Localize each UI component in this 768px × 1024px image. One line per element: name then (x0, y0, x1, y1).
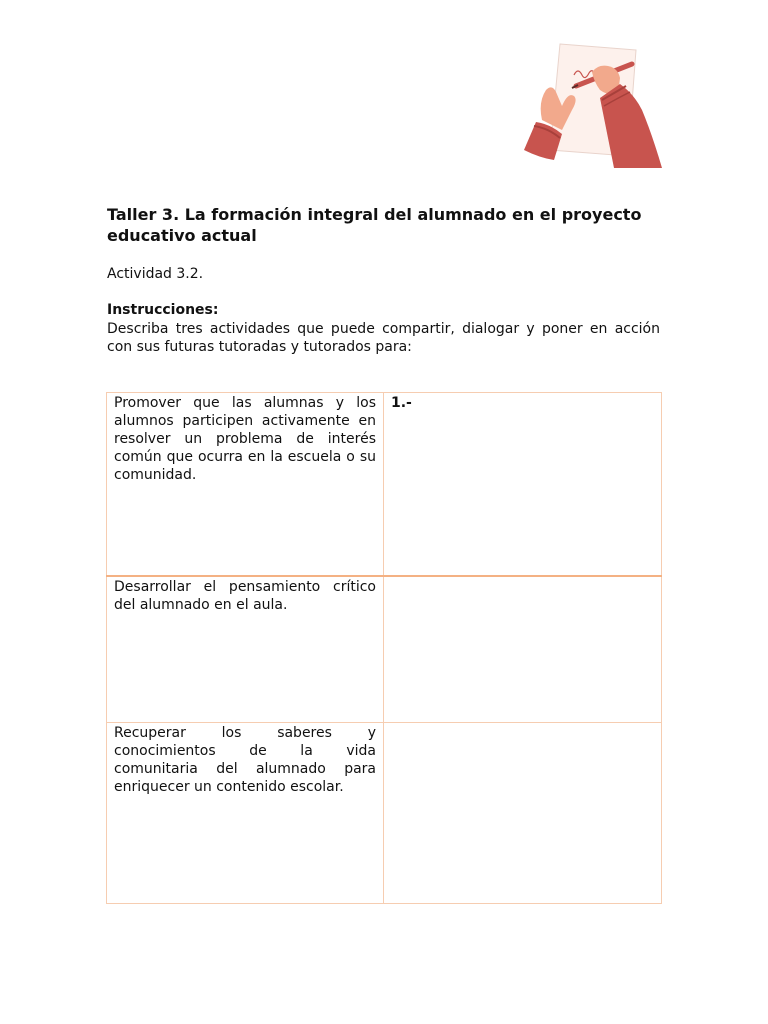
hand-writing-icon (520, 42, 665, 170)
activity-prompt-3: Recuperar los saberes y conocimientos de la vida comunitaria del alumnado para enriquecer un contenido escolar. (107, 723, 384, 904)
activity-answer-1[interactable]: 1.- (384, 393, 662, 577)
activity-answer-2[interactable] (384, 576, 662, 723)
activity-prompt-2: Desarrollar el pensamiento crítico del alumnado en el aula. (107, 576, 384, 723)
activities-table (106, 392, 662, 904)
activity-prompt-1: Promover que las alumnas y los alumnos participen activamente en resolver un problema de interés común que ocurra en la escuela o su comunidad. (107, 393, 384, 577)
table-row (107, 723, 662, 904)
table-row (107, 576, 662, 723)
activity-number: Actividad 3.2. (107, 266, 204, 282)
activity-answer-3[interactable] (384, 723, 662, 904)
table-row (107, 393, 662, 577)
document-title: Taller 3. La formación integral del alumnado en el proyecto educativo actual (107, 205, 642, 245)
instructions-heading: Instrucciones: (107, 302, 219, 318)
instructions-body: Describa tres actividades que puede compartir, dialogar y poner en acción con sus futuras tutoradas y tutorados para: (107, 321, 660, 355)
